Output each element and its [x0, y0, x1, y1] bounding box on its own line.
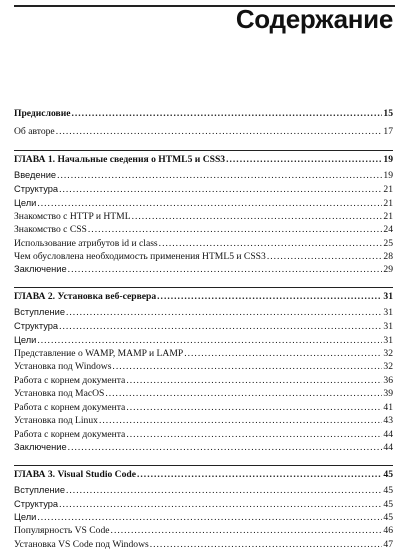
- toc-entry-page: 31: [383, 321, 393, 332]
- toc-entry-page: 41: [383, 402, 393, 413]
- dot-leader: [71, 108, 382, 119]
- toc-entry-page: 47: [383, 539, 393, 550]
- dot-leader: [157, 291, 382, 302]
- toc-chapter-entry[interactable]: [14, 469, 393, 480]
- toc-entry-label: Знакомство с HTTP и HTML: [14, 211, 131, 222]
- toc-chapter-entry[interactable]: [14, 154, 393, 165]
- toc-entry-label: Чем обусловлена необходимость применения HTML5 и CSS3: [14, 251, 266, 262]
- dot-leader: [68, 442, 383, 453]
- toc-entry-label: Установка под Linux: [14, 415, 98, 426]
- dot-leader: [226, 154, 382, 165]
- dot-leader: [267, 251, 383, 262]
- toc-entry[interactable]: [14, 388, 393, 399]
- toc-entry-page: 43: [383, 415, 393, 426]
- toc-entry-page: 31: [383, 307, 393, 318]
- dot-leader: [68, 264, 383, 275]
- toc-entry-page: 21: [383, 198, 393, 209]
- toc-entry-label: ГЛАВА 1. Начальные сведения о HTML5 и CSS3: [14, 154, 226, 165]
- toc-entry[interactable]: [14, 348, 393, 359]
- toc-entry-page: 45: [383, 469, 393, 480]
- toc-entry-label: Использование атрибутов id и class: [14, 238, 158, 249]
- toc-entry[interactable]: [14, 361, 393, 372]
- page-title: Содержание: [235, 4, 393, 34]
- dot-leader: [37, 198, 382, 209]
- dot-leader: [184, 348, 382, 359]
- dot-leader: [57, 170, 382, 181]
- dot-leader: [37, 512, 382, 523]
- toc-entry[interactable]: [14, 238, 393, 249]
- toc-entry[interactable]: [14, 442, 393, 453]
- toc-entry[interactable]: [14, 429, 393, 440]
- dot-leader: [59, 499, 382, 510]
- toc-entry[interactable]: [14, 485, 393, 496]
- dot-leader: [126, 375, 382, 386]
- toc-entry-page: 19: [383, 170, 393, 181]
- toc-entry-page: 19: [383, 154, 393, 165]
- toc-entry-label: Представление о WAMP, MAMP и LAMP: [14, 348, 184, 359]
- dot-leader: [132, 211, 383, 222]
- toc-entry[interactable]: [14, 198, 393, 209]
- toc-entry-page: 32: [383, 348, 393, 359]
- toc-entry[interactable]: [14, 512, 393, 523]
- toc-entry[interactable]: [14, 499, 393, 510]
- toc-entry-label: Популярность VS Code: [14, 525, 110, 536]
- toc-entry-page: 21: [383, 184, 393, 195]
- toc-entry-label: Заключение: [14, 264, 67, 274]
- toc-entry[interactable]: [14, 525, 393, 536]
- dot-leader: [105, 388, 382, 399]
- toc-entry-label: Работа с корнем документа: [14, 402, 126, 413]
- toc-entry-label: Цели: [14, 512, 37, 522]
- toc-entry-label: Структура: [14, 499, 59, 509]
- toc-entry[interactable]: [14, 539, 393, 550]
- dot-leader: [159, 238, 383, 249]
- toc-entry[interactable]: [14, 251, 393, 262]
- dot-leader: [37, 335, 382, 346]
- toc-entry-page: 31: [383, 291, 393, 302]
- dot-leader: [150, 539, 383, 550]
- toc-entry-page: 21: [383, 211, 393, 222]
- toc-entry-label: Установка под MacOS: [14, 388, 105, 399]
- toc-entry[interactable]: [14, 321, 393, 332]
- toc-entry-label: Цели: [14, 335, 37, 345]
- dot-leader: [56, 126, 383, 137]
- toc-entry-label: Структура: [14, 321, 59, 331]
- toc-entry-label: Структура: [14, 184, 59, 194]
- toc-entry-label: Цели: [14, 198, 37, 208]
- toc-entry-label: ГЛАВА 2. Установка веб-сервера: [14, 291, 157, 302]
- toc-entry-label: Работа с корнем документа: [14, 429, 126, 440]
- toc-entry-page: 31: [383, 335, 393, 346]
- toc-entry-page: 15: [383, 108, 393, 119]
- toc-entry-page: 29: [383, 264, 393, 275]
- dot-leader: [111, 525, 383, 536]
- toc-entry-page: 32: [383, 361, 393, 372]
- dot-leader: [59, 321, 382, 332]
- toc-entry[interactable]: [14, 126, 393, 137]
- dot-leader: [126, 429, 382, 440]
- toc-entry-label: ГЛАВА 3. Visual Studio Code: [14, 469, 136, 480]
- toc-entry-page: 45: [383, 485, 393, 496]
- toc-entry[interactable]: [14, 415, 393, 426]
- toc-entry-label: Предисловие: [14, 108, 71, 119]
- toc-entry[interactable]: [14, 264, 393, 275]
- toc-entry-page: 44: [383, 429, 393, 440]
- toc-entry-label: Вступление: [14, 485, 65, 495]
- toc-entry-label: Введение: [14, 170, 57, 180]
- dot-leader: [88, 224, 383, 235]
- chapter-rule: [14, 465, 393, 466]
- dot-leader: [126, 402, 382, 413]
- toc-entry-label: Заключение: [14, 442, 67, 452]
- toc-entry-page: 17: [383, 126, 393, 137]
- table-of-contents: [14, 0, 393, 550]
- toc-entry-page: 45: [383, 499, 393, 510]
- toc-entry[interactable]: [14, 108, 393, 119]
- toc-entry-page: 46: [383, 525, 393, 536]
- toc-entry-page: 39: [383, 388, 393, 399]
- toc-entry-label: Об авторе: [14, 126, 55, 137]
- dot-leader: [59, 184, 382, 195]
- toc-entry[interactable]: [14, 375, 393, 386]
- toc-entry[interactable]: [14, 170, 393, 181]
- toc-entry-page: 24: [383, 224, 393, 235]
- toc-entry[interactable]: [14, 224, 393, 235]
- chapter-rule: [14, 287, 393, 288]
- dot-leader: [66, 485, 382, 496]
- toc-entry[interactable]: [14, 184, 393, 195]
- toc-entry[interactable]: [14, 307, 393, 318]
- toc-entry-page: 28: [383, 251, 393, 262]
- dot-leader: [99, 415, 382, 426]
- dot-leader: [112, 361, 382, 372]
- dot-leader: [137, 469, 382, 480]
- toc-entry-page: 36: [383, 375, 393, 386]
- toc-entry[interactable]: [14, 335, 393, 346]
- toc-entry-label: Вступление: [14, 307, 65, 317]
- toc-entry-page: 25: [383, 238, 393, 249]
- toc-entry-label: Работа с корнем документа: [14, 375, 126, 386]
- dot-leader: [66, 307, 382, 318]
- toc-entry-label: Установка VS Code под Windows: [14, 539, 149, 550]
- chapter-rule: [14, 150, 393, 151]
- toc-chapter-entry[interactable]: [14, 291, 393, 302]
- toc-entry[interactable]: [14, 402, 393, 413]
- toc-entry-label: Знакомство с CSS: [14, 224, 87, 235]
- toc-entry-label: Установка под Windows: [14, 361, 112, 372]
- toc-entry-page: 44: [383, 442, 393, 453]
- toc-entry-page: 45: [383, 512, 393, 523]
- toc-entry[interactable]: [14, 211, 393, 222]
